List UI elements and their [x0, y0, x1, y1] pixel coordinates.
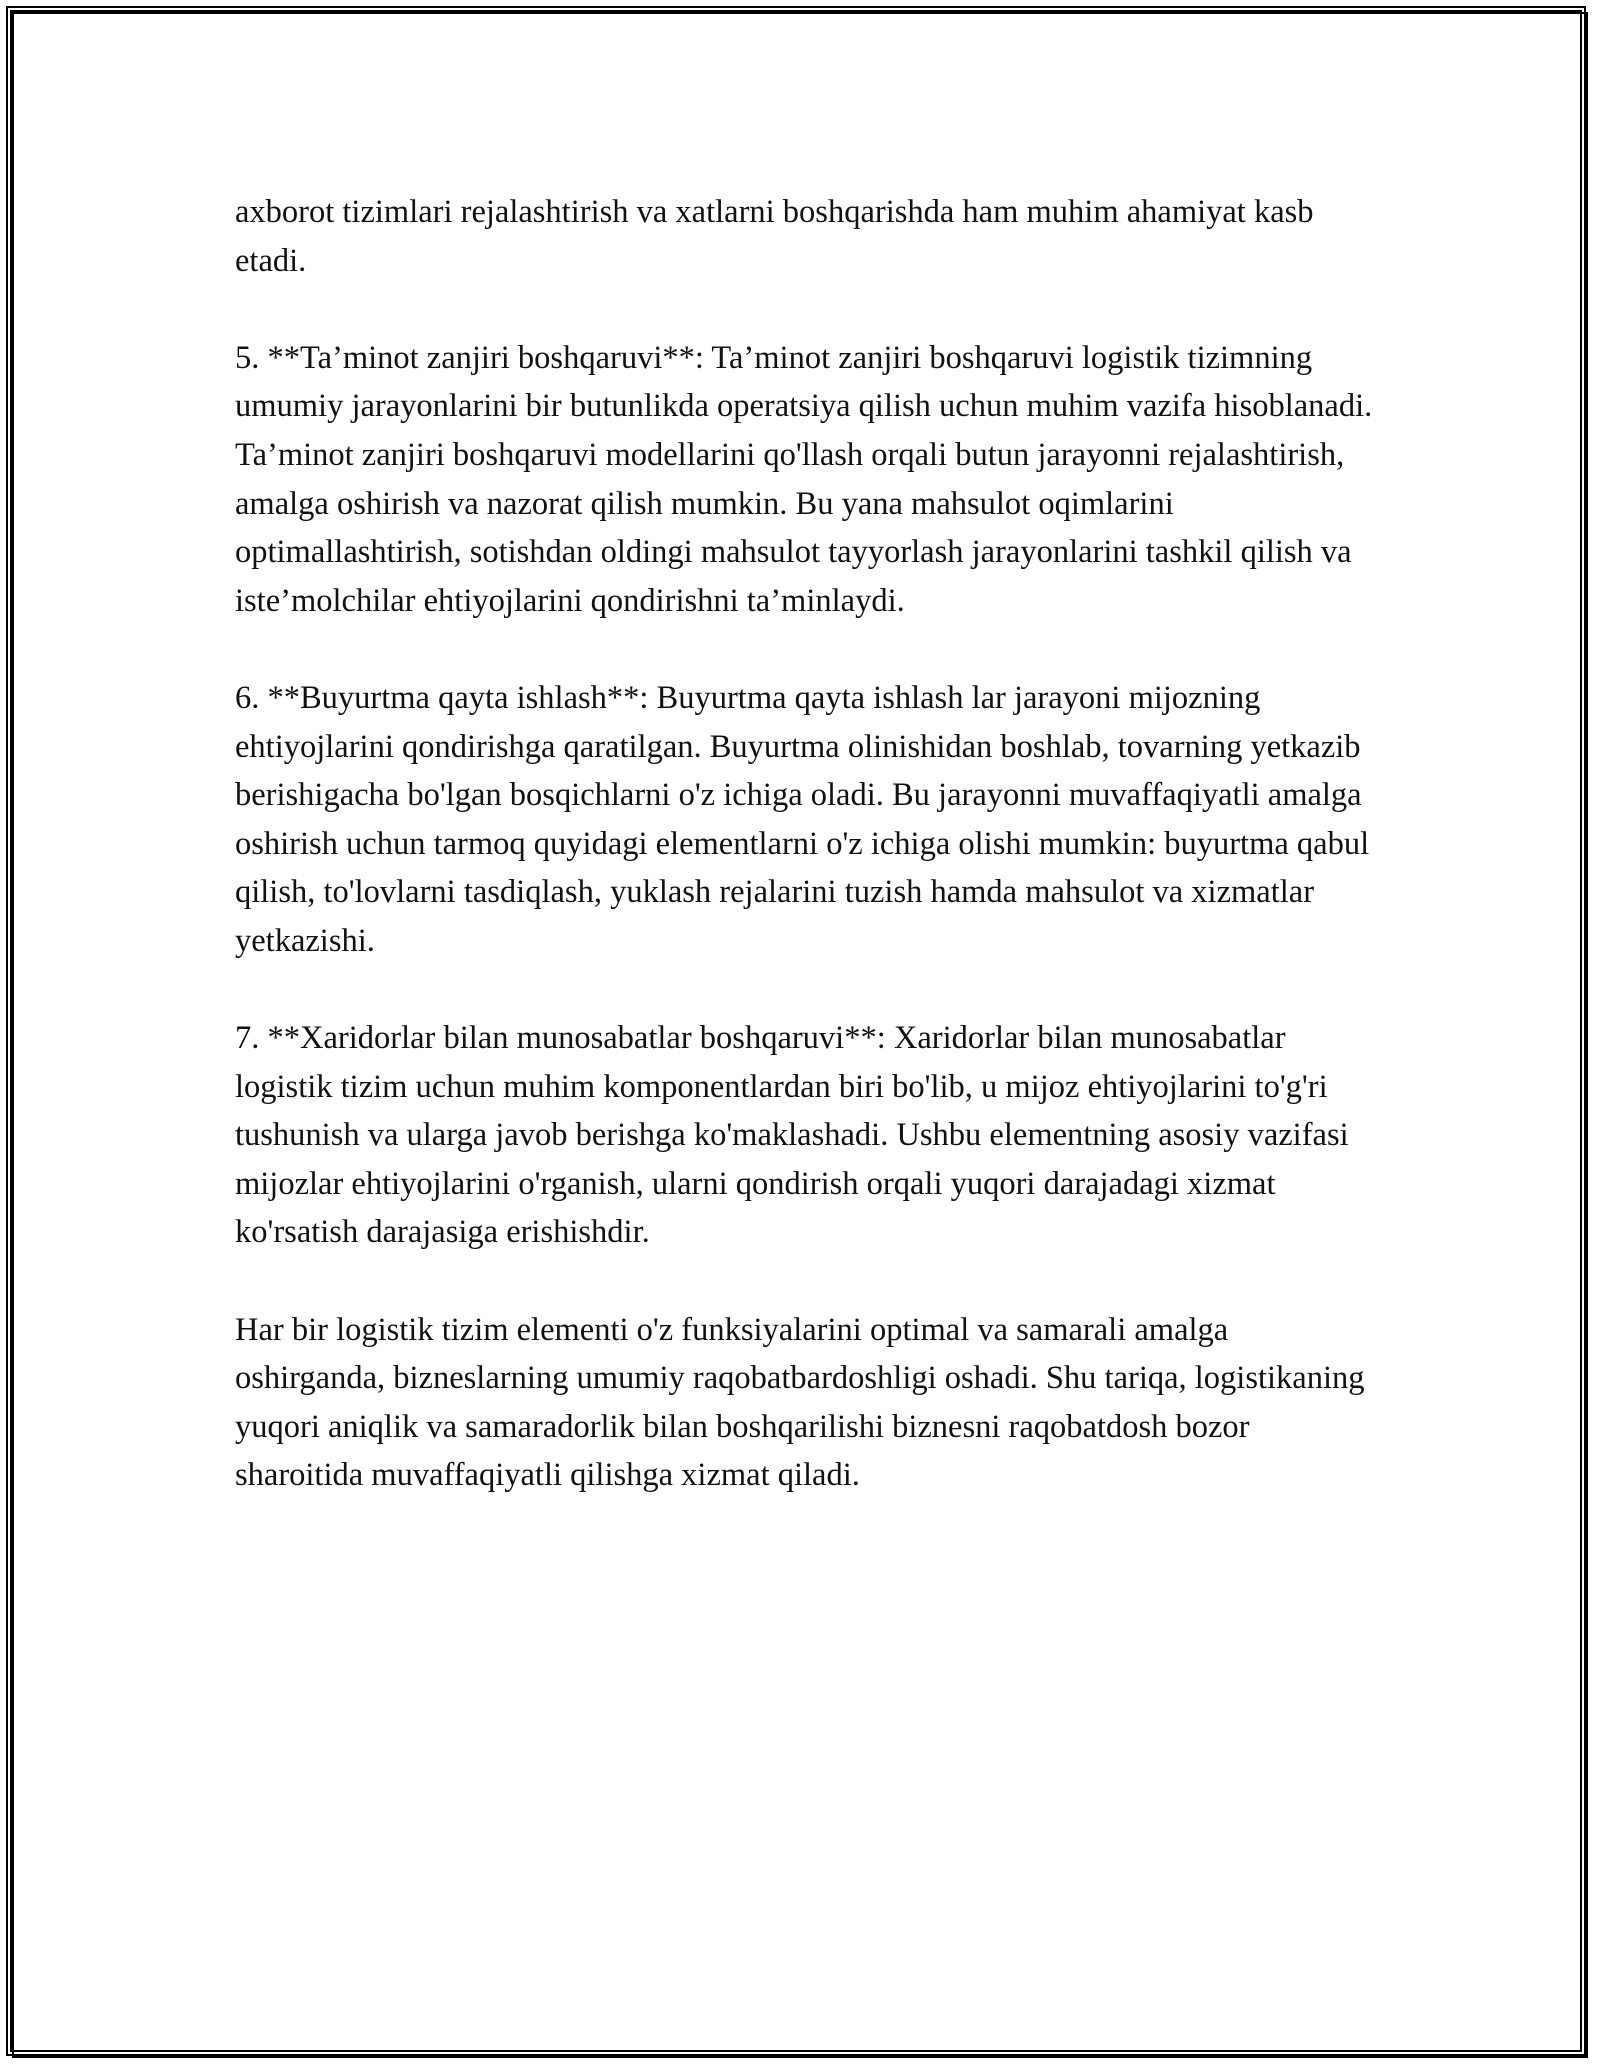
- paragraph-order-processing: 6. **Buyurtma qayta ishlash**: Buyurtma qayta ishlash lar jarayoni mijozning ehtiyojlarini qondirishga qaratilgan. Buyurtma olinishidan boshlab, tovarning yetkazib berishigacha bo'lgan bosqichlarni o'z ichiga oladi. Bu jarayonni muvaffaqiyatli amalga oshirish uchun tarmoq quyidagi elementlarni o'z ichiga olishi mumkin: buyurtma qabul qilish, to'lovlarni tasdiqlash, yuklash rejalarini tuzish hamda mahsulot va xizmatlar yetkazishi.: [235, 679, 1370, 959]
- paragraph-customer-relations: 7. **Xaridorlar bilan munosabatlar boshqaruvi**: Xaridorlar bilan munosabatlar logistik tizim uchun muhim komponentlardan biri bo'lib, u mijoz ehtiyojlarini to'g'ri tushunish va ularga javob berishga ko'maklashadi. Ushbu elementning asosiy vazifasi mijozlar ehtiyojlarini o'rganish, ularni qondirish orqali yuqori darajadagi xizmat ko'rsatish darajasiga erishishdir.: [235, 1020, 1349, 1251]
- paragraph-continuation: axborot tizimlari rejalashtirish va xatlarni boshqarishda ham muhim ahamiyat kasb etadi.: [235, 194, 1314, 279]
- paragraph-conclusion: Har bir logistik tizim elementi o'z funksiyalarini optimal va samarali amalga oshirganda, bizneslarning umumiy raqobatbardoshligi oshadi. Shu tariqa, logistikaning yuqori aniqlik va samaradorlik bilan boshqarilishi biznesni raqobatdosh bozor sharoitida muvaffaqiyatli qilishga xizmat qiladi.: [235, 1311, 1365, 1494]
- document-body: [235, 188, 1385, 1549]
- paragraph-supply-chain: 5. **Ta’minot zanjiri boshqaruvi**: Ta’minot zanjiri boshqaruvi logistik tizimning umumiy jarayonlarini bir butunlikda operatsiya qilish uchun muhim vazifa hisoblanadi. Ta’minot zanjiri boshqaruvi modellarini qo'llash orqali butun jarayonni rejalashtirish, amalga oshirish va nazorat qilish mumkin. Bu yana mahsulot oqimlarini optimallashtirish, sotishdan oldingi mahsulot tayyorlash jarayonlarini tashkil qilish va iste’molchilar ehtiyojlarini qondirishni ta’minlaydi.: [235, 339, 1373, 619]
